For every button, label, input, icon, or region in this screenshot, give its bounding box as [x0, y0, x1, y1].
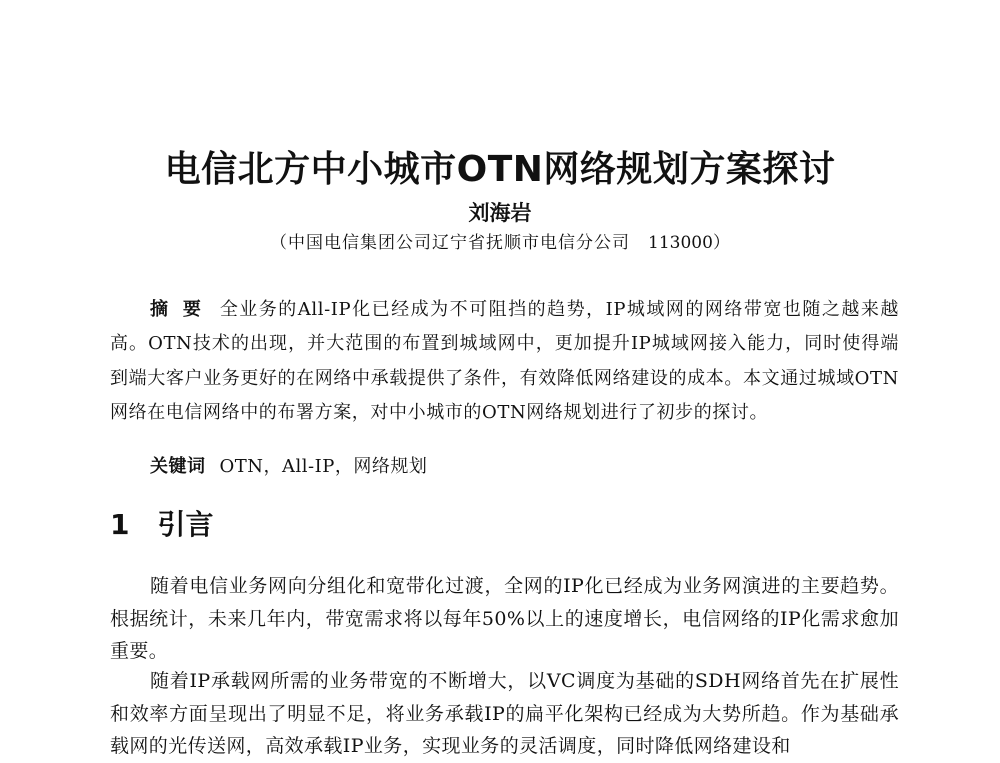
section-title: 引言: [157, 508, 214, 541]
keywords: [150, 452, 427, 482]
author-name: 刘海岩: [468, 201, 532, 225]
keywords-label: 关键词: [150, 456, 206, 477]
body-paragraph: 随着IP承载网所需的业务带宽的不断增大，以VC调度为基础的SDH网络首先在扩展性和效率方面呈现出了明显不足，将业务承载IP的扁平化架构已经成为大势所趋。作为基础承载网的光传送网，高效承载IP业务，实现业务的灵活调度，同时降低网络建设和: [110, 670, 899, 757]
abstract-label: 摘要: [150, 299, 216, 320]
affiliation: [0, 231, 1000, 255]
abstract-text: 全业务的All-IP化已经成为不可阻挡的趋势，IP城域网的网络带宽也随之越来越高。OTN技术的出现，并大范围的布置到城域网中，更加提升IP城域网接入能力，同时使得端到端大客户业务更好的在网络中承载提供了条件，有效降低网络建设的成本。本文通过城域OTN网络在电信网络中的布署方案，对中小城市的OTN网络规划进行了初步的探讨。: [110, 299, 900, 423]
section-heading: [110, 505, 214, 545]
body-paragraph: 随着电信业务网向分组化和宽带化过渡，全网的IP化已经成为业务网演进的主要趋势。根据统计，未来几年内，带宽需求将以每年50%以上的速度增长，电信网络的IP化需求愈加重要。: [110, 575, 899, 662]
abstract: [110, 293, 899, 430]
affiliation-zip: 113000）: [648, 233, 730, 253]
affiliation-text: （中国电信集团公司辽宁省抚顺市电信分公司: [270, 233, 631, 253]
keywords-text: OTN，All-IP，网络规划: [219, 456, 428, 477]
paper-title: 电信北方中小城市OTN网络规划方案探讨: [164, 149, 836, 190]
section-number: 1: [110, 508, 130, 541]
